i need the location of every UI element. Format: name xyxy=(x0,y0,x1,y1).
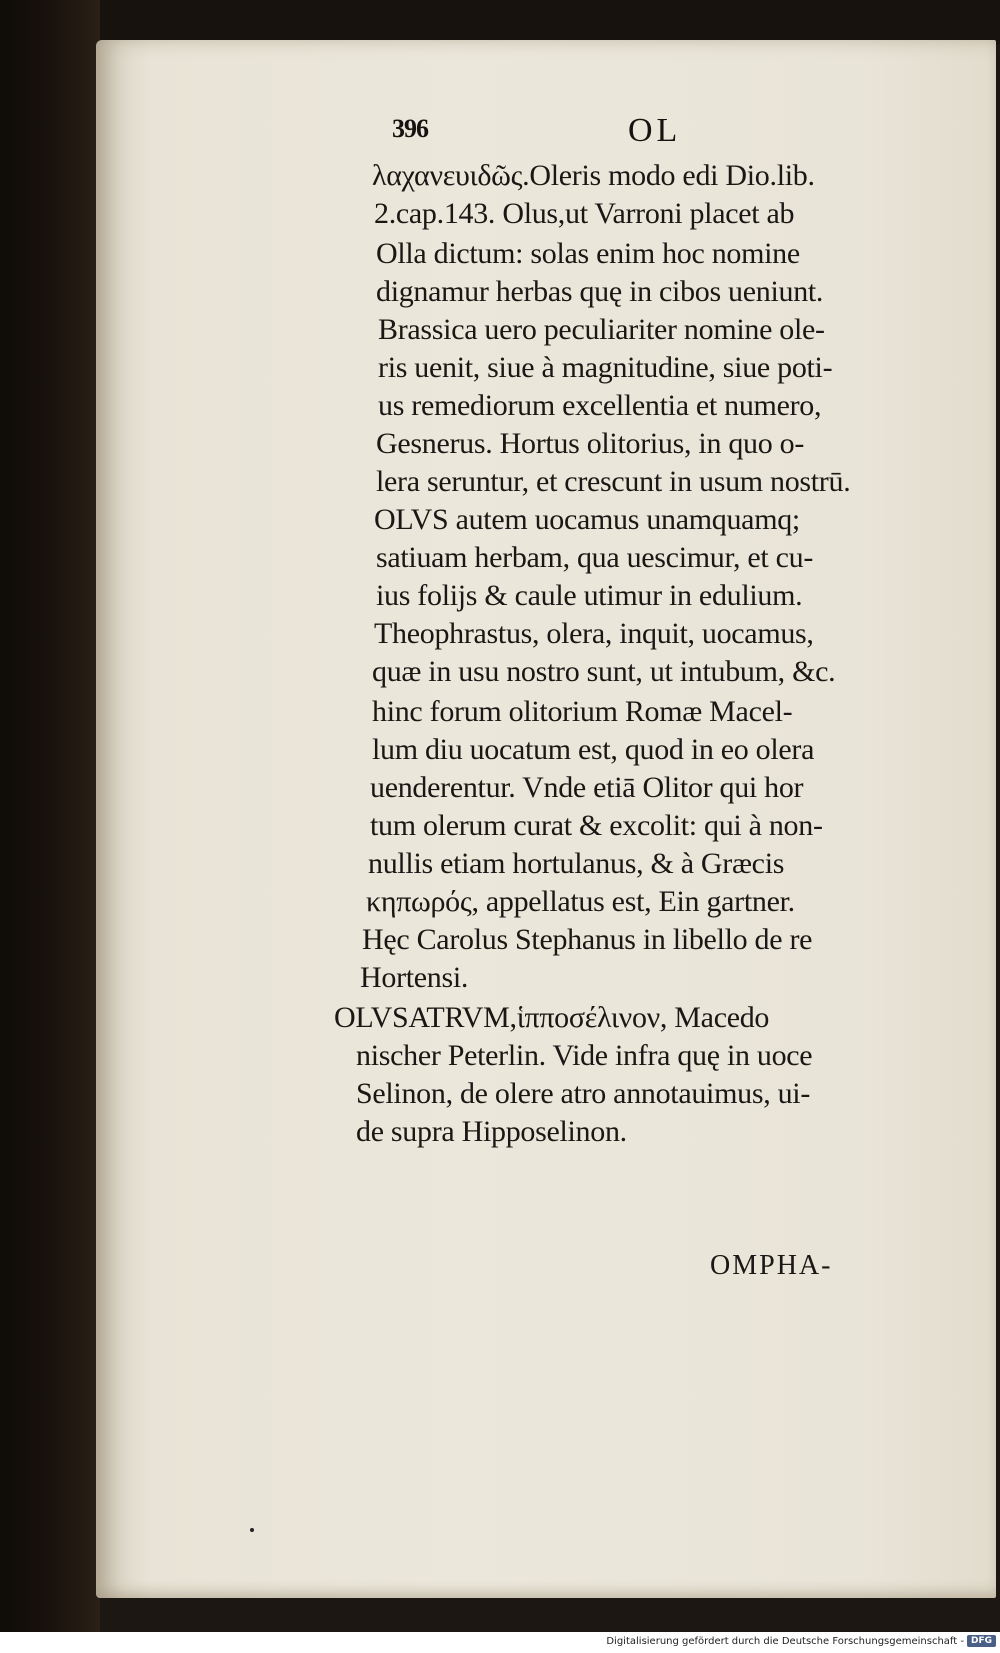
text-line: ius folijs & caule utimur in edulium. xyxy=(376,579,803,612)
text-line: tum olerum curat & excolit: qui à non- xyxy=(370,809,823,842)
text-line: us remediorum excellentia et numero, xyxy=(378,389,822,422)
text-line: satiuam herbam, qua uescimur, et cu- xyxy=(376,541,814,574)
catchword: OMPHA- xyxy=(710,1250,833,1281)
ink-speck xyxy=(250,1528,254,1532)
text-line: ris uenit, siue à magnitudine, siue poti- xyxy=(378,351,833,384)
text-line: 2.cap.143. Olus,ut Varroni placet ab xyxy=(374,197,795,230)
text-line: OLVS autem uocamus unamquamq; xyxy=(374,503,800,536)
scan-background-top xyxy=(0,0,1000,44)
text-line: hinc forum olitorium Romæ Macel- xyxy=(372,695,793,728)
text-line: lum diu uocatum est, quod in eo olera xyxy=(372,733,815,766)
text-line: Hęc Carolus Stephanus in libello de re xyxy=(362,923,813,956)
text-line: dignamur herbas quę in cibos ueniunt. xyxy=(376,275,824,308)
text-line: nullis etiam hortulanus, & à Græcis xyxy=(368,847,785,880)
text-line: Brassica uero peculiariter nomine ole- xyxy=(378,313,825,346)
text-line: nischer Peterlin. Vide infra quę in uoce xyxy=(356,1039,813,1072)
text-line: Gesnerus. Hortus olitorius, in quo o- xyxy=(376,427,805,460)
text-line: quæ in usu nostro sunt, ut intubum, &c. xyxy=(372,655,836,688)
text-line: OLVSATRVM,ἱπποσέλινον, Macedo xyxy=(334,1001,770,1034)
text-line: Selinon, de olere atro annotauimus, ui- xyxy=(356,1077,811,1110)
text-line: Theophrastus, olera, inquit, uocamus, xyxy=(374,617,814,650)
dfg-logo: DFG xyxy=(967,1635,996,1647)
text-line: Hortensi. xyxy=(360,961,469,994)
text-line: λαχανευιδῶς.Oleris modo edi Dio.lib. xyxy=(372,159,815,192)
text-line: κηπωρός, appellatus est, Ein gartner. xyxy=(366,885,795,918)
running-head: OL xyxy=(628,112,682,149)
page-header xyxy=(392,112,912,154)
scan-background-left xyxy=(0,0,100,1653)
text-line: uenderentur. Vnde etiā Olitor qui hor xyxy=(370,771,804,804)
text-line: Olla dictum: solas enim hoc nomine xyxy=(376,237,800,270)
footer-credit: Digitalisierung gefördert durch die Deutsche Forschungsgemeinschaft - xyxy=(606,1636,964,1647)
text-line: lera seruntur, et crescunt in usum nostrū. xyxy=(376,465,851,498)
page-number: 396 xyxy=(392,114,428,143)
text-line: de supra Hipposelinon. xyxy=(356,1115,627,1148)
